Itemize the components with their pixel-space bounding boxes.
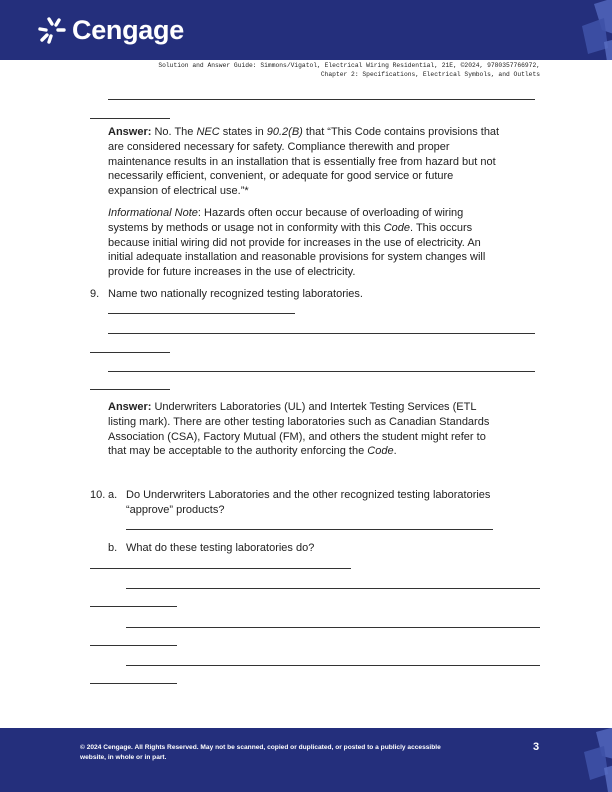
answer-blank-line[interactable] bbox=[126, 665, 540, 666]
q10-part-a-letter: a. bbox=[108, 489, 118, 501]
note-label: Informational Note bbox=[108, 207, 198, 219]
answer-blank-line[interactable] bbox=[90, 645, 177, 646]
q8-answer-line: maintenance results in an installation that is essentially free from hazard but not bbox=[108, 155, 496, 168]
answer-blank-line[interactable] bbox=[90, 352, 170, 353]
answer-blank-line[interactable] bbox=[90, 606, 177, 607]
running-head-line-1: Solution and Answer Guide: Simmons/Vigatol, Electrical Wiring Residential, 21E, ©2024, 9780357766972, bbox=[158, 62, 540, 69]
answer-blank-line[interactable] bbox=[90, 568, 351, 569]
q8-informational-note bbox=[108, 206, 548, 280]
answer-blank-line bbox=[90, 118, 170, 119]
q10-part-a-question: Do Underwriters Laboratories and the other recognized testing laboratories “approve” products? bbox=[126, 489, 491, 516]
copyright-notice: © 2024 Cengage. All Rights Reserved. May not be scanned, copied or duplicated, or posted to a publicly accessible website, in whole or in part. bbox=[80, 744, 441, 761]
answer-blank-line[interactable] bbox=[108, 313, 295, 314]
answer-blank-line[interactable] bbox=[90, 389, 170, 390]
answer-blank-line[interactable] bbox=[126, 627, 540, 628]
q10-number: 10. bbox=[90, 489, 106, 501]
answer-label: Answer: bbox=[108, 126, 152, 138]
page-number: 3 bbox=[533, 741, 540, 753]
running-head-line-2: Chapter 2: Specifications, Electrical Symbols, and Outlets bbox=[320, 71, 540, 78]
corner-pattern-icon bbox=[578, 728, 612, 792]
q9-answer-line: Answer: Underwriters Laboratories (UL) and Intertek Testing Services (ETL bbox=[108, 401, 477, 413]
note-line: provide for future increases in the use of electricity. bbox=[108, 266, 356, 279]
q9-answer-line: that may be acceptable to the authority enforcing the Code. bbox=[108, 445, 397, 458]
q9-number: 9. bbox=[90, 288, 100, 300]
footer-bar bbox=[0, 728, 612, 792]
q8-answer bbox=[108, 125, 548, 199]
note-line: because initial wiring did not provide for increases in the use of electricity. An bbox=[108, 236, 481, 249]
q8-answer-line: expansion of electrical use.”* bbox=[108, 185, 249, 198]
q10-part-b-letter: b. bbox=[108, 542, 118, 554]
answer-blank-line[interactable] bbox=[90, 683, 177, 684]
q8-answer-line: Answer: No. The NEC states in 90.2(B) that “This Code contains provisions that bbox=[108, 126, 500, 138]
answer-blank-line[interactable] bbox=[108, 333, 535, 334]
answer-blank-line[interactable] bbox=[126, 529, 493, 530]
note-line: initial adequate installation and reasonable provisions for system changes will bbox=[108, 251, 486, 264]
note-line: Informational Note: Hazards often occur because of overloading of wiring bbox=[108, 207, 464, 219]
q9-answer-line: Association (CSA), Factory Mutual (FM), and others the student might refer to bbox=[108, 430, 486, 443]
q8-answer-line: are considered necessary for safety. Compliance therewith and proper bbox=[108, 140, 450, 153]
q10-part-b-question: What do these testing laboratories do? bbox=[126, 542, 315, 554]
answer-blank-line[interactable] bbox=[126, 588, 540, 589]
q9-question: Name two nationally recognized testing laboratories. bbox=[108, 288, 363, 300]
answer-blank-line[interactable] bbox=[108, 371, 535, 372]
answer-blank-line bbox=[108, 99, 535, 100]
answer-label: Answer: bbox=[108, 401, 152, 413]
q9-answer bbox=[108, 400, 548, 459]
brand-name: Cengage bbox=[72, 14, 184, 45]
q9-answer-line: listing mark). There are other testing laboratories such as Canadian Standards bbox=[108, 415, 490, 428]
note-line: systems by methods or usage not in conformity with this Code. This occurs bbox=[108, 221, 473, 234]
q8-answer-line: necessarily efficient, convenient, or adequate for good service or future bbox=[108, 170, 454, 183]
